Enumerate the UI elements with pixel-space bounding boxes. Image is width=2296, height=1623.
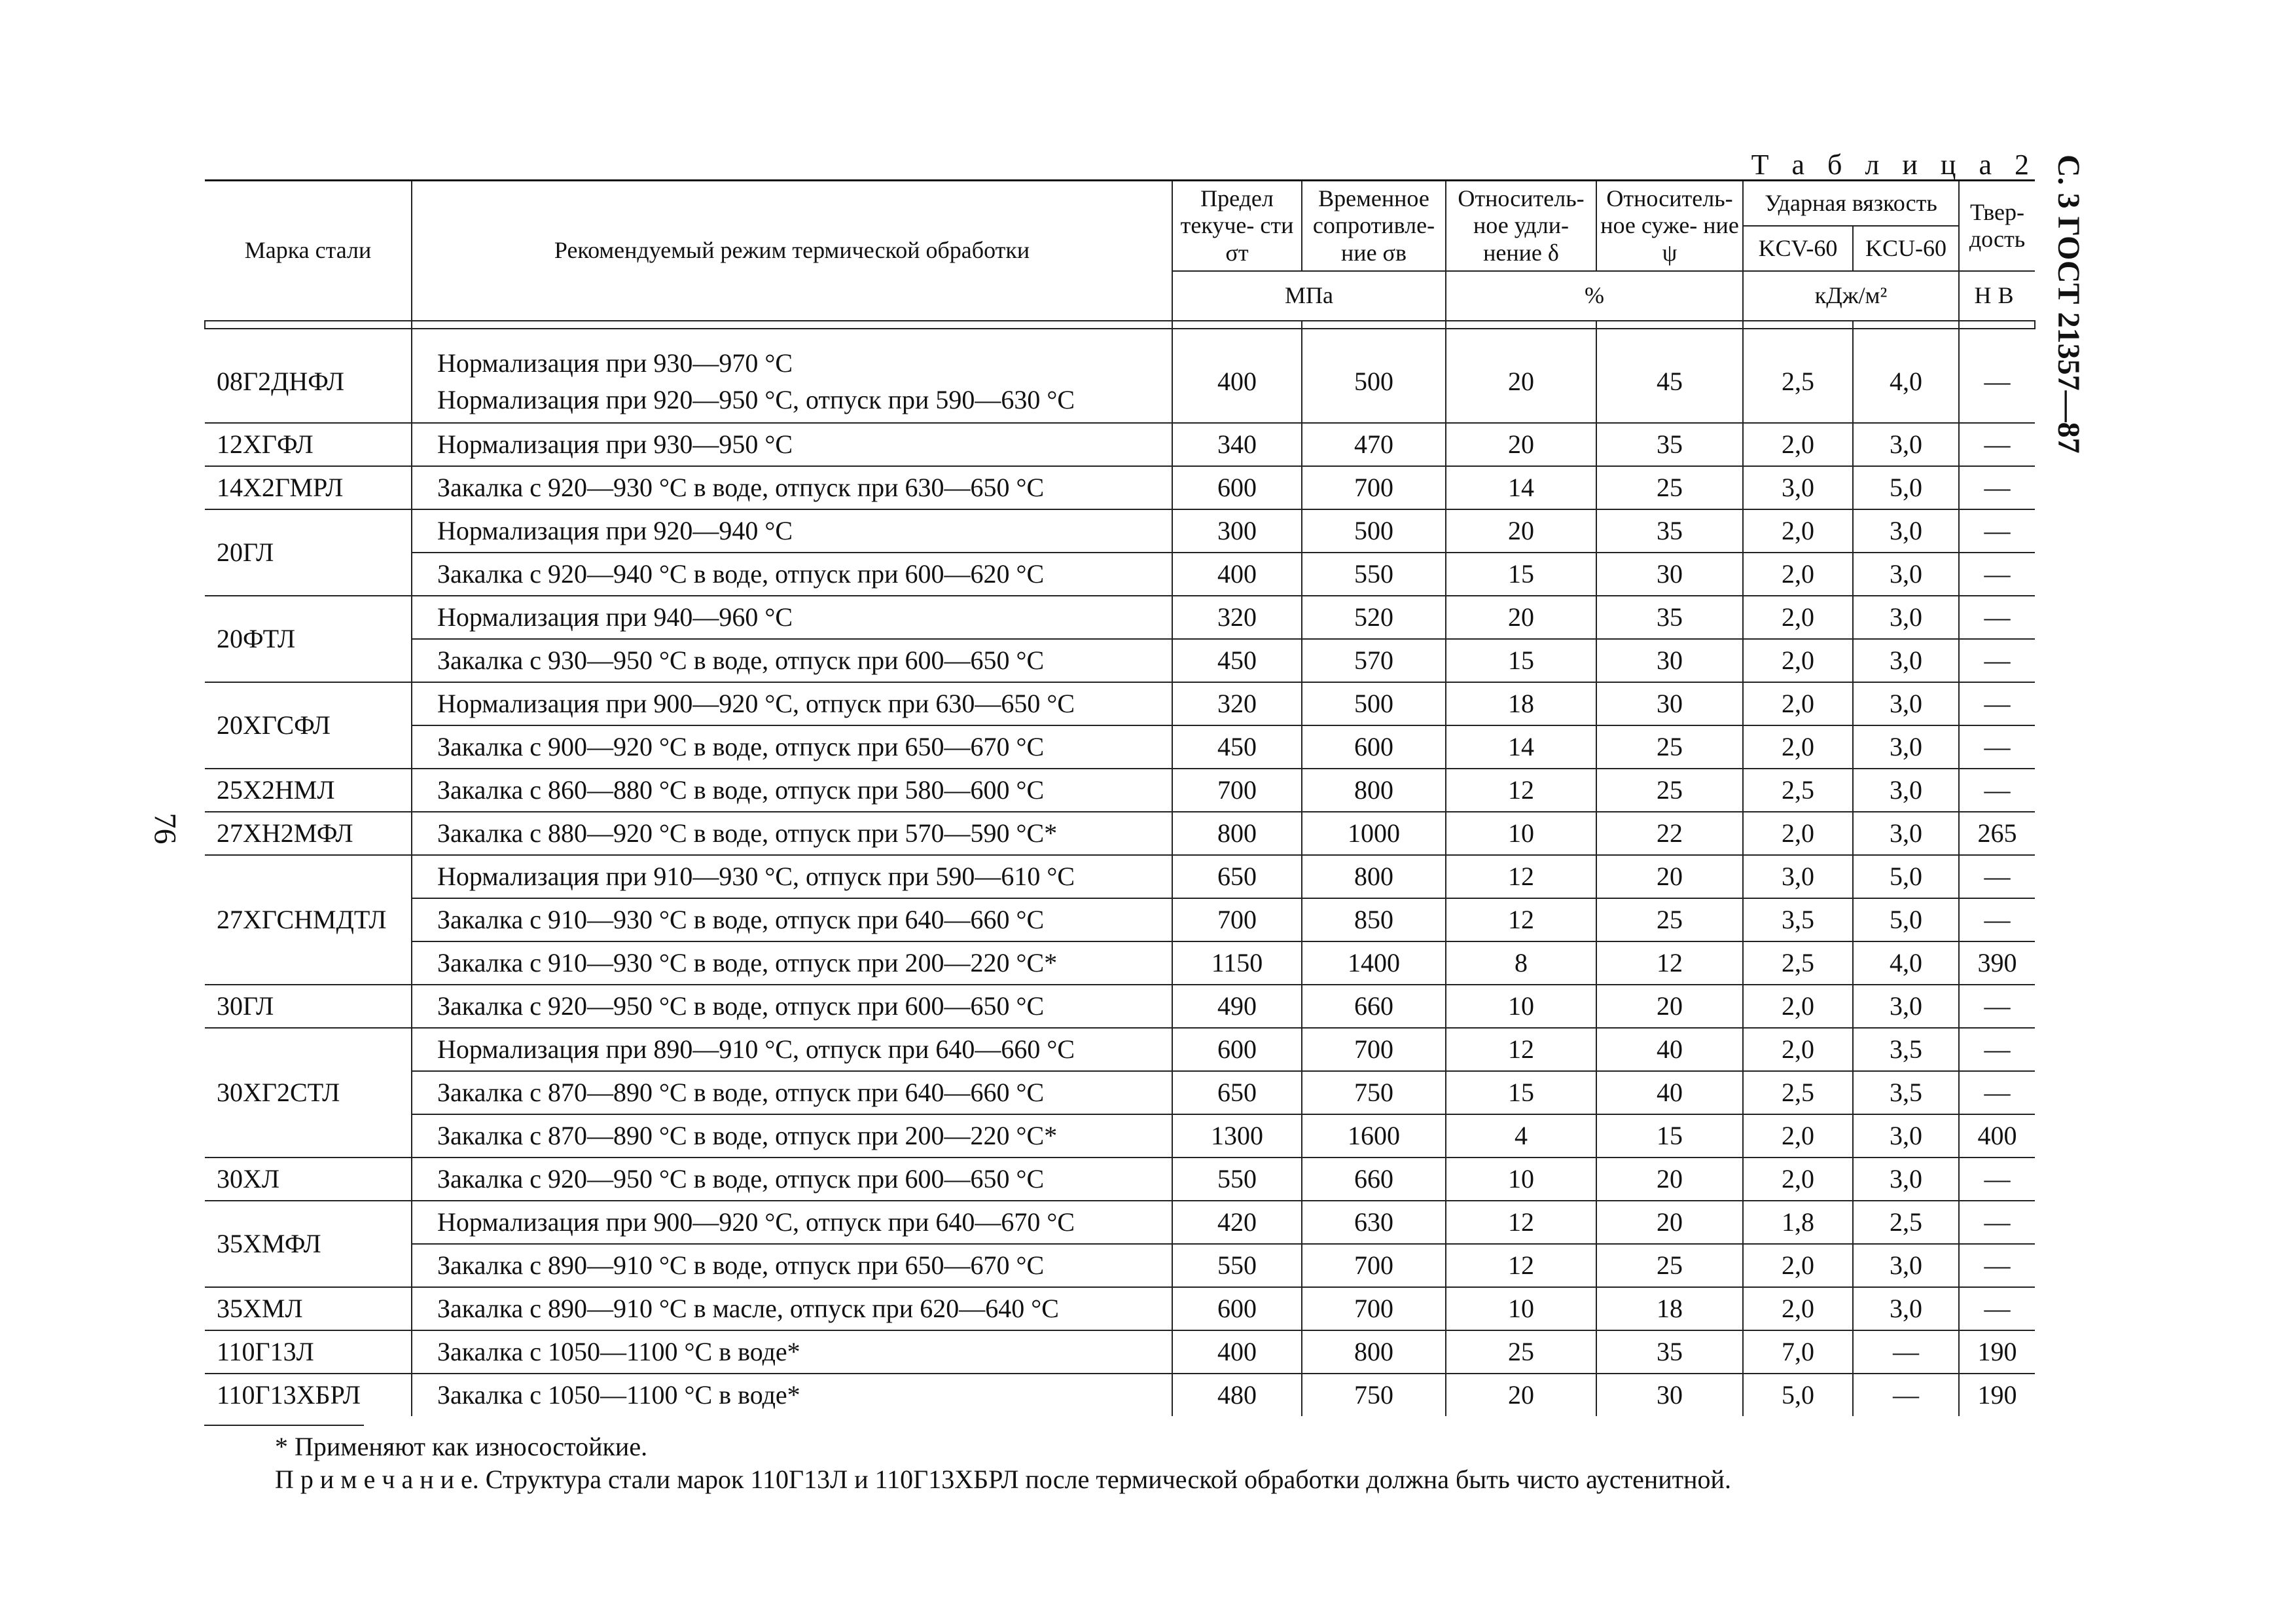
footnote: * Применяют как износостойкие. xyxy=(275,1432,648,1461)
mode-cell: Закалка с 1050—1100 °С в воде* xyxy=(412,1374,1172,1416)
running-header xyxy=(2041,155,2093,521)
tensile-cell: 1600 xyxy=(1302,1114,1446,1158)
tensile-cell: 750 xyxy=(1302,1374,1446,1416)
unit-mpa: МПа xyxy=(1172,271,1446,321)
kcu-cell: 3,0 xyxy=(1853,1158,1959,1201)
tensile-cell: 570 xyxy=(1302,639,1446,682)
yield-cell: 400 xyxy=(1172,1330,1302,1374)
yield-cell: 600 xyxy=(1172,1287,1302,1330)
grade-cell: 27ХГСНМДТЛ xyxy=(205,855,412,985)
elong-cell: 10 xyxy=(1446,812,1596,855)
kcv-cell: 2,0 xyxy=(1743,596,1853,639)
hb-cell: — xyxy=(1959,682,2035,725)
kcv-cell: 2,0 xyxy=(1743,1158,1853,1201)
table-row xyxy=(205,682,2035,725)
elong-cell: 8 xyxy=(1446,941,1596,985)
grade-cell: 35ХМЛ xyxy=(205,1287,412,1330)
kcu-cell: — xyxy=(1853,1330,1959,1374)
kcv-cell: 2,0 xyxy=(1743,985,1853,1028)
page-number xyxy=(149,811,188,863)
gap-cell xyxy=(1446,321,1596,329)
narrow-cell: 25 xyxy=(1596,466,1743,509)
yield-cell: 700 xyxy=(1172,898,1302,941)
yield-cell: 320 xyxy=(1172,596,1302,639)
narrow-cell: 30 xyxy=(1596,1374,1743,1416)
hb-cell: 265 xyxy=(1959,812,2035,855)
kcv-cell: 2,0 xyxy=(1743,1114,1853,1158)
narrow-cell: 35 xyxy=(1596,1330,1743,1374)
narrow-cell: 20 xyxy=(1596,985,1743,1028)
header-hardness: Твер- дость xyxy=(1959,181,2035,272)
elong-cell: 15 xyxy=(1446,553,1596,596)
table-row xyxy=(205,423,2035,466)
header-mode: Рекомендуемый режим термической обработки xyxy=(412,181,1172,321)
header-kcv: KCV-60 xyxy=(1743,226,1853,271)
tensile-cell: 500 xyxy=(1302,682,1446,725)
mode-cell: Закалка с 910—930 °С в воде, отпуск при 640—660 °С xyxy=(412,898,1172,941)
table-row xyxy=(205,1287,2035,1330)
hb-cell: — xyxy=(1959,639,2035,682)
kcv-cell: 2,5 xyxy=(1743,769,1853,812)
grade-cell: 110Г13Л xyxy=(205,1330,412,1374)
header-gap xyxy=(205,321,2035,329)
header-impact: Ударная вязкость xyxy=(1743,181,1959,227)
narrow-cell: 22 xyxy=(1596,812,1743,855)
tensile-cell: 800 xyxy=(1302,855,1446,898)
yield-cell: 1150 xyxy=(1172,941,1302,985)
elong-cell: 14 xyxy=(1446,466,1596,509)
table-row xyxy=(205,812,2035,855)
header-elongation: Относитель- ное удли- нение δ xyxy=(1446,181,1596,272)
hb-cell: — xyxy=(1959,423,2035,466)
steel-heat-treatment-table xyxy=(204,179,2036,1416)
tensile-cell: 660 xyxy=(1302,985,1446,1028)
kcv-cell: 2,5 xyxy=(1743,1071,1853,1114)
narrow-cell: 30 xyxy=(1596,682,1743,725)
hb-cell: — xyxy=(1959,769,2035,812)
kcu-cell: 3,0 xyxy=(1853,985,1959,1028)
header-grade: Марка стали xyxy=(205,181,412,321)
kcv-cell: 2,0 xyxy=(1743,1244,1853,1287)
mode-cell: Закалка с 900—920 °С в воде, отпуск при 650—670 °С xyxy=(412,725,1172,769)
mode-cell: Закалка с 920—940 °С в воде, отпуск при 600—620 °С xyxy=(412,553,1172,596)
narrow-cell: 20 xyxy=(1596,1201,1743,1244)
kcv-cell: 2,0 xyxy=(1743,1287,1853,1330)
kcu-cell: 5,0 xyxy=(1853,898,1959,941)
hb-cell: — xyxy=(1959,1201,2035,1244)
header-kcu: KCU-60 xyxy=(1853,226,1959,271)
hb-cell: — xyxy=(1959,985,2035,1028)
tensile-cell: 1400 xyxy=(1302,941,1446,985)
narrow-cell: 35 xyxy=(1596,509,1743,553)
kcu-cell: 3,0 xyxy=(1853,553,1959,596)
gap-cell xyxy=(205,321,412,329)
grade-cell: 27ХН2МФЛ xyxy=(205,812,412,855)
mode-cell: Нормализация при 940—960 °С xyxy=(412,596,1172,639)
grade-cell: 20ХГСФЛ xyxy=(205,682,412,769)
tensile-cell: 550 xyxy=(1302,553,1446,596)
elong-cell: 12 xyxy=(1446,1028,1596,1071)
kcv-cell: 2,0 xyxy=(1743,682,1853,725)
elong-cell: 15 xyxy=(1446,1071,1596,1114)
narrow-cell: 25 xyxy=(1596,725,1743,769)
elong-cell: 10 xyxy=(1446,1158,1596,1201)
gap-cell xyxy=(1302,321,1446,329)
kcu-cell: 3,0 xyxy=(1853,1244,1959,1287)
elong-cell: 15 xyxy=(1446,639,1596,682)
tensile-cell: 700 xyxy=(1302,1028,1446,1071)
hb-cell: 390 xyxy=(1959,941,2035,985)
table-row xyxy=(205,1028,2035,1071)
table-row xyxy=(205,769,2035,812)
narrow-cell: 30 xyxy=(1596,639,1743,682)
table-row xyxy=(205,1244,2035,1287)
hb-cell: — xyxy=(1959,329,2035,423)
mode-cell: Нормализация при 890—910 °С, отпуск при 640—660 °С xyxy=(412,1028,1172,1071)
hb-cell: — xyxy=(1959,596,2035,639)
kcv-cell: 3,5 xyxy=(1743,898,1853,941)
grade-cell: 30ХЛ xyxy=(205,1158,412,1201)
elong-cell: 20 xyxy=(1446,329,1596,423)
tensile-cell: 660 xyxy=(1302,1158,1446,1201)
grade-cell: 30ХГ2СТЛ xyxy=(205,1028,412,1158)
mode-cell: Нормализация при 900—920 °С, отпуск при 640—670 °С xyxy=(412,1201,1172,1244)
kcv-cell: 2,0 xyxy=(1743,423,1853,466)
tensile-cell: 700 xyxy=(1302,1287,1446,1330)
narrow-cell: 35 xyxy=(1596,596,1743,639)
tensile-cell: 750 xyxy=(1302,1071,1446,1114)
note-text: Структура стали марок 110Г13Л и 110Г13ХБРЛ после термической обработки должна быть чисто аустенитной. xyxy=(485,1465,1731,1494)
elong-cell: 20 xyxy=(1446,509,1596,553)
yield-cell: 300 xyxy=(1172,509,1302,553)
mode-cell: Закалка с 890—910 °С в воде, отпуск при 650—670 °С xyxy=(412,1244,1172,1287)
table-header xyxy=(205,181,2035,321)
narrow-cell: 12 xyxy=(1596,941,1743,985)
kcu-cell: 3,0 xyxy=(1853,509,1959,553)
grade-cell: 20ГЛ xyxy=(205,509,412,596)
mode-cell: Закалка с 880—920 °С в воде, отпуск при 570—590 °С* xyxy=(412,812,1172,855)
kcu-cell: 3,0 xyxy=(1853,1287,1959,1330)
elong-cell: 20 xyxy=(1446,1374,1596,1416)
kcu-cell: 3,0 xyxy=(1853,639,1959,682)
tensile-cell: 500 xyxy=(1302,329,1446,423)
table-row xyxy=(205,985,2035,1028)
grade-cell: 14Х2ГМРЛ xyxy=(205,466,412,509)
kcv-cell: 2,5 xyxy=(1743,941,1853,985)
elong-cell: 12 xyxy=(1446,855,1596,898)
narrow-cell: 35 xyxy=(1596,423,1743,466)
note xyxy=(275,1464,1731,1495)
hb-cell: 190 xyxy=(1959,1374,2035,1416)
yield-cell: 600 xyxy=(1172,1028,1302,1071)
elong-cell: 20 xyxy=(1446,596,1596,639)
elong-cell: 4 xyxy=(1446,1114,1596,1158)
kcu-cell: 3,0 xyxy=(1853,682,1959,725)
mode-cell: Нормализация при 920—940 °С xyxy=(412,509,1172,553)
hb-cell: — xyxy=(1959,1158,2035,1201)
grade-cell: 20ФТЛ xyxy=(205,596,412,682)
mode-cell: Закалка с 870—890 °С в воде, отпуск при 640—660 °С xyxy=(412,1071,1172,1114)
kcu-cell: 4,0 xyxy=(1853,941,1959,985)
narrow-cell: 45 xyxy=(1596,329,1743,423)
tensile-cell: 1000 xyxy=(1302,812,1446,855)
table-row xyxy=(205,855,2035,898)
mode-cell: Закалка с 890—910 °С в масле, отпуск при 620—640 °С xyxy=(412,1287,1172,1330)
hb-cell: — xyxy=(1959,1244,2035,1287)
yield-cell: 490 xyxy=(1172,985,1302,1028)
gap-cell xyxy=(412,321,1172,329)
yield-cell: 550 xyxy=(1172,1158,1302,1201)
table-body xyxy=(205,321,2035,1416)
gap-cell xyxy=(1596,321,1743,329)
kcv-cell: 2,0 xyxy=(1743,1028,1853,1071)
kcu-cell: 3,0 xyxy=(1853,596,1959,639)
narrow-cell: 30 xyxy=(1596,553,1743,596)
tensile-cell: 850 xyxy=(1302,898,1446,941)
kcu-cell: 3,0 xyxy=(1853,423,1959,466)
tensile-cell: 500 xyxy=(1302,509,1446,553)
elong-cell: 20 xyxy=(1446,423,1596,466)
tensile-cell: 700 xyxy=(1302,1244,1446,1287)
elong-cell: 10 xyxy=(1446,985,1596,1028)
hb-cell: — xyxy=(1959,898,2035,941)
narrow-cell: 25 xyxy=(1596,1244,1743,1287)
yield-cell: 320 xyxy=(1172,682,1302,725)
grade-cell: 110Г13ХБРЛ xyxy=(205,1374,412,1416)
table-row xyxy=(205,898,2035,941)
grade-cell: 12ХГФЛ xyxy=(205,423,412,466)
tensile-cell: 470 xyxy=(1302,423,1446,466)
gap-cell xyxy=(1172,321,1302,329)
narrow-cell: 20 xyxy=(1596,1158,1743,1201)
hb-cell: — xyxy=(1959,466,2035,509)
hb-cell: — xyxy=(1959,553,2035,596)
table-row xyxy=(205,1374,2035,1416)
yield-cell: 420 xyxy=(1172,1201,1302,1244)
kcv-cell: 2,0 xyxy=(1743,725,1853,769)
narrow-cell: 15 xyxy=(1596,1114,1743,1158)
table-row xyxy=(205,941,2035,985)
yield-cell: 650 xyxy=(1172,1071,1302,1114)
kcv-cell: 2,0 xyxy=(1743,812,1853,855)
yield-cell: 800 xyxy=(1172,812,1302,855)
kcu-cell: 3,5 xyxy=(1853,1028,1959,1071)
hb-cell: — xyxy=(1959,509,2035,553)
gap-cell xyxy=(1743,321,1853,329)
grade-cell: 08Г2ДНФЛ xyxy=(205,329,412,423)
kcv-cell: 1,8 xyxy=(1743,1201,1853,1244)
table-row xyxy=(205,596,2035,639)
mode-cell xyxy=(412,329,1172,423)
yield-cell: 650 xyxy=(1172,855,1302,898)
table-row xyxy=(205,1330,2035,1374)
kcu-cell: 4,0 xyxy=(1853,329,1959,423)
narrow-cell: 25 xyxy=(1596,769,1743,812)
kcu-cell: 5,0 xyxy=(1853,466,1959,509)
yield-cell: 400 xyxy=(1172,553,1302,596)
header-narrowing: Относитель- ное суже- ние ψ xyxy=(1596,181,1743,272)
table-row xyxy=(205,1071,2035,1114)
elong-cell: 10 xyxy=(1446,1287,1596,1330)
tensile-cell: 630 xyxy=(1302,1201,1446,1244)
table-row xyxy=(205,1158,2035,1201)
kcv-cell: 2,0 xyxy=(1743,509,1853,553)
table-row xyxy=(205,725,2035,769)
yield-cell: 1300 xyxy=(1172,1114,1302,1158)
hb-cell: — xyxy=(1959,855,2035,898)
narrow-cell: 18 xyxy=(1596,1287,1743,1330)
mode-cell: Закалка с 920—950 °С в воде, отпуск при 600—650 °С xyxy=(412,985,1172,1028)
kcu-cell: 5,0 xyxy=(1853,855,1959,898)
kcu-cell: — xyxy=(1853,1374,1959,1416)
elong-cell: 14 xyxy=(1446,725,1596,769)
yield-cell: 700 xyxy=(1172,769,1302,812)
tensile-cell: 520 xyxy=(1302,596,1446,639)
mode-cell: Закалка с 930—950 °С в воде, отпуск при 600—650 °С xyxy=(412,639,1172,682)
yield-cell: 450 xyxy=(1172,725,1302,769)
kcu-cell: 3,5 xyxy=(1853,1071,1959,1114)
elong-cell: 12 xyxy=(1446,1244,1596,1287)
hb-cell: 400 xyxy=(1959,1114,2035,1158)
gap-cell xyxy=(1853,321,1959,329)
hb-cell: 190 xyxy=(1959,1330,2035,1374)
kcv-cell: 2,0 xyxy=(1743,639,1853,682)
header-tensile: Временное сопротивле- ние σв xyxy=(1302,181,1446,272)
mode-line: Нормализация при 920—950 °С, отпуск при 590—630 °С xyxy=(437,385,1075,415)
kcv-cell: 2,0 xyxy=(1743,553,1853,596)
kcv-cell: 5,0 xyxy=(1743,1374,1853,1416)
table-caption: Т а б л и ц а 2 xyxy=(1751,149,2037,181)
kcv-cell: 3,0 xyxy=(1743,466,1853,509)
grade-cell: 30ГЛ xyxy=(205,985,412,1028)
yield-cell: 600 xyxy=(1172,466,1302,509)
kcu-cell: 2,5 xyxy=(1853,1201,1959,1244)
mode-cell: Закалка с 870—890 °С в воде, отпуск при 200—220 °С* xyxy=(412,1114,1172,1158)
hb-cell: — xyxy=(1959,1287,2035,1330)
footnote-rule xyxy=(204,1425,364,1426)
hb-cell: — xyxy=(1959,1071,2035,1114)
mode-cell: Закалка с 920—950 °С в воде, отпуск при 600—650 °С xyxy=(412,1158,1172,1201)
narrow-cell: 25 xyxy=(1596,898,1743,941)
kcu-cell: 3,0 xyxy=(1853,725,1959,769)
mode-cell: Закалка с 920—930 °С в воде, отпуск при 630—650 °С xyxy=(412,466,1172,509)
table-row xyxy=(205,329,2035,423)
mode-cell: Нормализация при 900—920 °С, отпуск при 630—650 °С xyxy=(412,682,1172,725)
hb-cell: — xyxy=(1959,1028,2035,1071)
table-row xyxy=(205,639,2035,682)
elong-cell: 18 xyxy=(1446,682,1596,725)
hb-cell: — xyxy=(1959,725,2035,769)
kcv-cell: 2,5 xyxy=(1743,329,1853,423)
elong-cell: 12 xyxy=(1446,898,1596,941)
elong-cell: 25 xyxy=(1446,1330,1596,1374)
tensile-cell: 800 xyxy=(1302,1330,1446,1374)
kcu-cell: 3,0 xyxy=(1853,769,1959,812)
grade-cell: 25Х2НМЛ xyxy=(205,769,412,812)
table-row xyxy=(205,509,2035,553)
mode-cell: Закалка с 910—930 °С в воде, отпуск при 200—220 °С* xyxy=(412,941,1172,985)
mode-cell: Нормализация при 930—950 °С xyxy=(412,423,1172,466)
yield-cell: 340 xyxy=(1172,423,1302,466)
mode-cell: Нормализация при 910—930 °С, отпуск при 590—610 °С xyxy=(412,855,1172,898)
table-row xyxy=(205,1201,2035,1244)
kcv-cell: 3,0 xyxy=(1743,855,1853,898)
table-row xyxy=(205,553,2035,596)
header-yield: Предел текуче- сти σт xyxy=(1172,181,1302,272)
unit-percent: % xyxy=(1446,271,1743,321)
note-label: П р и м е ч а н и е. xyxy=(275,1465,479,1494)
running-header-text: С. 3 ГОСТ 21357—87 xyxy=(2051,155,2086,454)
narrow-cell: 20 xyxy=(1596,855,1743,898)
tensile-cell: 800 xyxy=(1302,769,1446,812)
narrow-cell: 40 xyxy=(1596,1028,1743,1071)
mode-lines xyxy=(437,348,1172,415)
yield-cell: 450 xyxy=(1172,639,1302,682)
yield-cell: 480 xyxy=(1172,1374,1302,1416)
table-row xyxy=(205,466,2035,509)
yield-cell: 400 xyxy=(1172,329,1302,423)
kcu-cell: 3,0 xyxy=(1853,812,1959,855)
yield-cell: 550 xyxy=(1172,1244,1302,1287)
mode-cell: Закалка с 1050—1100 °С в воде* xyxy=(412,1330,1172,1374)
tensile-cell: 700 xyxy=(1302,466,1446,509)
elong-cell: 12 xyxy=(1446,1201,1596,1244)
kcu-cell: 3,0 xyxy=(1853,1114,1959,1158)
kcv-cell: 7,0 xyxy=(1743,1330,1853,1374)
gap-cell xyxy=(1959,321,2035,329)
grade-cell: 35ХМФЛ xyxy=(205,1201,412,1287)
mode-cell: Закалка с 860—880 °С в воде, отпуск при 580—600 °С xyxy=(412,769,1172,812)
tensile-cell: 600 xyxy=(1302,725,1446,769)
narrow-cell: 40 xyxy=(1596,1071,1743,1114)
mode-line: Нормализация при 930—970 °С xyxy=(437,348,793,378)
unit-kj: кДж/м² xyxy=(1743,271,1959,321)
table-row xyxy=(205,1114,2035,1158)
elong-cell: 12 xyxy=(1446,769,1596,812)
page-number-text: 76 xyxy=(147,812,183,845)
unit-hb: НВ xyxy=(1959,271,2035,321)
